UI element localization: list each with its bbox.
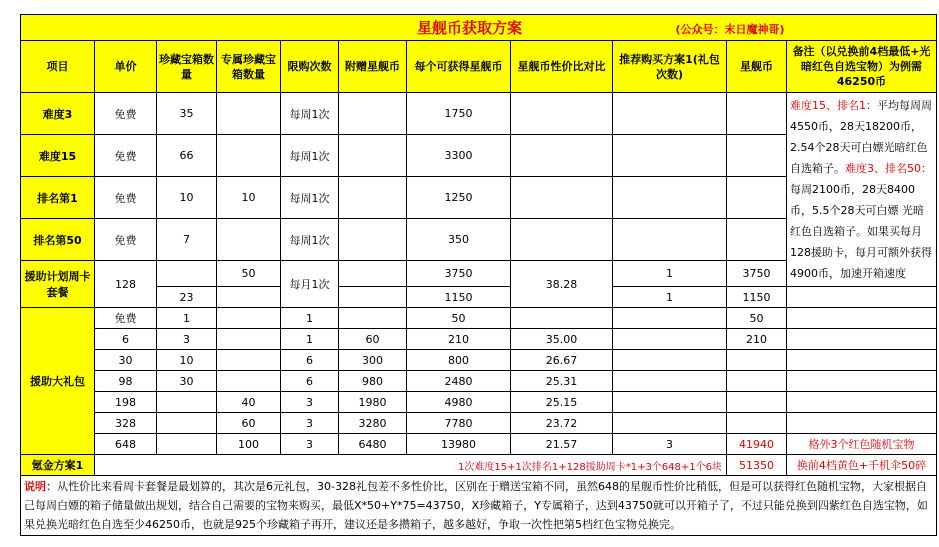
cell-bonus bbox=[339, 287, 407, 308]
cell-ratio: 23.72 bbox=[511, 413, 613, 434]
note-segment: 难度3、排名50： bbox=[845, 162, 932, 175]
cell-bonus bbox=[339, 261, 407, 287]
cell-bonus bbox=[339, 219, 407, 261]
cell-exclusive-box bbox=[217, 287, 281, 308]
cell-price: 免费 bbox=[95, 308, 157, 329]
title-cell bbox=[21, 15, 937, 41]
page-title: 星舰币获取方案 bbox=[417, 19, 523, 37]
cell-ratio: 25.31 bbox=[511, 371, 613, 392]
cell-ratio bbox=[511, 135, 613, 177]
row-label: 援助计划周卡套餐 bbox=[21, 261, 95, 308]
cell-price: 免费 bbox=[95, 177, 157, 219]
cell-recommend bbox=[613, 371, 727, 392]
cell-coins: 3750 bbox=[727, 261, 787, 287]
cell-bonus: 300 bbox=[339, 350, 407, 371]
cell-bonus: 3280 bbox=[339, 413, 407, 434]
header-limit: 限购次数 bbox=[281, 41, 339, 93]
cell-limit: 1 bbox=[281, 308, 339, 329]
cell-exclusive-box bbox=[217, 219, 281, 261]
cell-price: 免费 bbox=[95, 135, 157, 177]
cell-box: 10 bbox=[157, 177, 217, 219]
cell-exclusive-box: 50 bbox=[217, 261, 281, 287]
cell-price: 128 bbox=[95, 261, 157, 308]
cell-coins-each: 350 bbox=[407, 219, 511, 261]
cell-limit: 每周1次 bbox=[281, 219, 339, 261]
cell-coins bbox=[727, 413, 787, 434]
cell-price: 98 bbox=[95, 371, 157, 392]
cell-price: 328 bbox=[95, 413, 157, 434]
cell-price: 6 bbox=[95, 329, 157, 350]
cell-limit: 3 bbox=[281, 413, 339, 434]
cell-limit: 6 bbox=[281, 371, 339, 392]
cell-coins-each: 2480 bbox=[407, 371, 511, 392]
cell-recommend bbox=[613, 392, 727, 413]
cell-box bbox=[157, 261, 217, 287]
row-label: 排名第50 bbox=[21, 219, 95, 261]
table-row bbox=[21, 413, 937, 434]
cell-recommend bbox=[613, 219, 727, 261]
cell-box: 35 bbox=[157, 93, 217, 135]
cell-coins-each: 800 bbox=[407, 350, 511, 371]
cell-coins bbox=[727, 350, 787, 371]
cell-bonus: 60 bbox=[339, 329, 407, 350]
cell-recommend: 1 bbox=[613, 287, 727, 308]
cell-coins bbox=[727, 93, 787, 135]
cell-price: 免费 bbox=[95, 93, 157, 135]
cell-notes-empty bbox=[787, 287, 937, 308]
header-exclusive-box: 专属珍藏宝箱数量 bbox=[217, 41, 281, 93]
row-label: 难度3 bbox=[21, 93, 95, 135]
cell-exclusive-box bbox=[217, 329, 281, 350]
cell-coins-each: 7780 bbox=[407, 413, 511, 434]
cell-box: 66 bbox=[157, 135, 217, 177]
header-coins: 星舰币 bbox=[727, 41, 787, 93]
cell-side: 格外3个红色随机宝物 bbox=[787, 434, 937, 455]
cell-coins-each: 1150 bbox=[407, 287, 511, 308]
table-row bbox=[21, 329, 937, 350]
cell-side bbox=[787, 350, 937, 371]
cell-coins-each: 3750 bbox=[407, 261, 511, 287]
cell-coins-each: 1750 bbox=[407, 93, 511, 135]
cell-bonus bbox=[339, 308, 407, 329]
cell-side bbox=[787, 371, 937, 392]
row-label: 难度15 bbox=[21, 135, 95, 177]
cell-price: 30 bbox=[95, 350, 157, 371]
cell-recommend bbox=[613, 177, 727, 219]
notes-cell bbox=[787, 93, 937, 287]
header-notes: 备注（以兑换前4档最低+光暗红色自选宝物）为例需46250币 bbox=[787, 41, 937, 93]
row-label: 援助大礼包 bbox=[21, 308, 95, 455]
cell-coins: 51350 bbox=[727, 455, 787, 476]
cell-box bbox=[157, 434, 217, 455]
cell-ratio bbox=[511, 177, 613, 219]
cell-exclusive-box bbox=[217, 371, 281, 392]
cell-coins bbox=[727, 392, 787, 413]
cell-box: 7 bbox=[157, 219, 217, 261]
cell-price: 648 bbox=[95, 434, 157, 455]
note-segment: 每周2100币，28天8400币，5.5个28天可白嫖 光暗红色自选箱子。如果买每月128援助卡，每月可额外获得4900币，加速开箱速度 bbox=[790, 183, 932, 280]
cell-bonus bbox=[339, 135, 407, 177]
cell-side bbox=[787, 308, 937, 329]
cell-plan: 1次难度15+1次排名1+128援助周卡*1+3个648+1个6块 bbox=[95, 455, 727, 476]
cell-recommend bbox=[613, 329, 727, 350]
table-row bbox=[21, 392, 937, 413]
cell-price: 198 bbox=[95, 392, 157, 413]
cell-recommend bbox=[613, 308, 727, 329]
table-row bbox=[21, 308, 937, 329]
explain-cell bbox=[21, 476, 937, 536]
cell-box bbox=[157, 392, 217, 413]
header-row bbox=[21, 41, 937, 93]
header-bonus-coins: 附赠星舰币 bbox=[339, 41, 407, 93]
table-row bbox=[21, 371, 937, 392]
table-row bbox=[21, 350, 937, 371]
explain-label: 说明： bbox=[24, 480, 57, 493]
cell-limit: 3 bbox=[281, 434, 339, 455]
cell-coins-each: 210 bbox=[407, 329, 511, 350]
note-segment: 平均每周周4550币，28天18200币，2.54个28天可白嫖光暗红色自选箱子。 bbox=[790, 99, 932, 175]
cell-side bbox=[787, 392, 937, 413]
cell-coins bbox=[727, 371, 787, 392]
cell-recommend bbox=[613, 93, 727, 135]
header-price: 单价 bbox=[95, 41, 157, 93]
cell-coins bbox=[727, 177, 787, 219]
cell-limit: 1 bbox=[281, 329, 339, 350]
header-item: 项目 bbox=[21, 41, 95, 93]
cell-ratio: 25.15 bbox=[511, 392, 613, 413]
cell-coins-each: 1250 bbox=[407, 177, 511, 219]
cell-coins bbox=[727, 219, 787, 261]
cell-side bbox=[787, 413, 937, 434]
cell-limit: 6 bbox=[281, 350, 339, 371]
cell-side bbox=[787, 329, 937, 350]
cell-price: 免费 bbox=[95, 219, 157, 261]
cell-recommend bbox=[613, 413, 727, 434]
row-label: 排名第1 bbox=[21, 177, 95, 219]
cell-side: 换前4档黄色+千机伞50碎 bbox=[787, 455, 937, 476]
cell-ratio: 26.67 bbox=[511, 350, 613, 371]
cell-coins-each: 50 bbox=[407, 308, 511, 329]
cell-bonus: 6480 bbox=[339, 434, 407, 455]
cell-coins: 41940 bbox=[727, 434, 787, 455]
cell-bonus: 980 bbox=[339, 371, 407, 392]
table-row bbox=[21, 287, 937, 308]
coin-plan-table bbox=[20, 14, 937, 536]
cell-exclusive-box: 60 bbox=[217, 413, 281, 434]
header-ratio: 星舰币性价比对比 bbox=[511, 41, 613, 93]
cell-ratio: 21.57 bbox=[511, 434, 613, 455]
title-note: (公众号：末日魔神哥) bbox=[675, 23, 785, 36]
cell-ratio: 35.00 bbox=[511, 329, 613, 350]
cell-bonus bbox=[339, 177, 407, 219]
cell-bonus bbox=[339, 93, 407, 135]
cell-box: 10 bbox=[157, 350, 217, 371]
cell-ratio: 38.28 bbox=[511, 261, 613, 308]
cell-ratio bbox=[511, 219, 613, 261]
cell-recommend bbox=[613, 135, 727, 177]
table-row bbox=[21, 93, 937, 135]
cell-box: 1 bbox=[157, 308, 217, 329]
row-label: 氪金方案1 bbox=[21, 455, 95, 476]
cell-bonus: 1980 bbox=[339, 392, 407, 413]
cell-exclusive-box bbox=[217, 135, 281, 177]
cell-coins-each: 4980 bbox=[407, 392, 511, 413]
cell-coins: 1150 bbox=[727, 287, 787, 308]
cell-coins-each: 13980 bbox=[407, 434, 511, 455]
cell-limit: 3 bbox=[281, 392, 339, 413]
cell-box: 3 bbox=[157, 329, 217, 350]
header-recommend: 推荐购买方案1(礼包次数) bbox=[613, 41, 727, 93]
explain-row bbox=[21, 476, 937, 536]
cell-exclusive-box bbox=[217, 93, 281, 135]
cell-limit: 每周1次 bbox=[281, 135, 339, 177]
cell-recommend: 1 bbox=[613, 261, 727, 287]
table-row bbox=[21, 434, 937, 455]
cell-limit: 每周1次 bbox=[281, 93, 339, 135]
explain-text: 从性价比来看周卡套餐是最划算的，其次是6元礼包，30-328礼包差不多性价比，区别在于赠送宝箱不同，虽然648的星舰币性价比稍低，但是可以获得红色随机宝物，大家根据自己每周白嫖的箱子储量做出规划，结合自己需要的宝物来购买，最低X*50+Y*75=43750，X珍藏箱子，Y专属箱子，达到43750就可以开箱子了，不过只能兑换到四紫红色自选宝物，如果兑换光暗红色自选至少46250币，也就是925个珍藏箱子再开，建议还是多攒箱子，越多越好，争取一次性把第5档红色宝物兑换完。 bbox=[24, 480, 928, 531]
note-segment: 难度15、排名1： bbox=[790, 99, 877, 112]
cell-ratio bbox=[511, 308, 613, 329]
cell-coins bbox=[727, 135, 787, 177]
cell-exclusive-box: 10 bbox=[217, 177, 281, 219]
cell-limit: 每月1次 bbox=[281, 261, 339, 308]
cell-box: 30 bbox=[157, 371, 217, 392]
cell-exclusive-box: 100 bbox=[217, 434, 281, 455]
cell-exclusive-box: 40 bbox=[217, 392, 281, 413]
header-box: 珍藏宝箱数量 bbox=[157, 41, 217, 93]
cell-exclusive-box bbox=[217, 308, 281, 329]
cell-box bbox=[157, 413, 217, 434]
cell-exclusive-box bbox=[217, 350, 281, 371]
cell-box: 23 bbox=[157, 287, 217, 308]
table-row bbox=[21, 455, 937, 476]
cell-recommend bbox=[613, 350, 727, 371]
cell-coins-each: 3300 bbox=[407, 135, 511, 177]
cell-coins: 50 bbox=[727, 308, 787, 329]
cell-recommend: 3 bbox=[613, 434, 727, 455]
header-coins-each: 每个可获得星舰币 bbox=[407, 41, 511, 93]
cell-ratio bbox=[511, 93, 613, 135]
cell-limit: 每周1次 bbox=[281, 177, 339, 219]
cell-coins: 210 bbox=[727, 329, 787, 350]
